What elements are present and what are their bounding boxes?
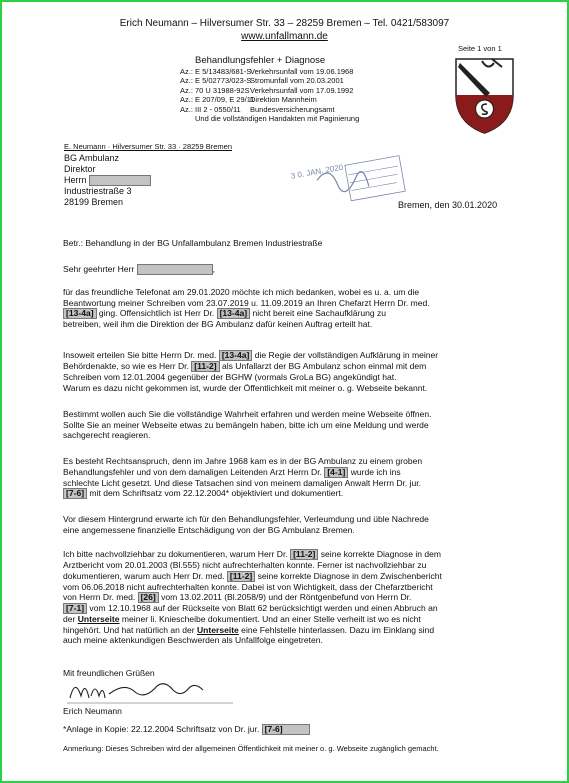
redaction-box: [7-6] bbox=[262, 724, 310, 735]
received-stamp bbox=[288, 155, 408, 210]
reference-ref: E 5/02773/023-S bbox=[195, 76, 252, 86]
text-line bbox=[63, 614, 520, 625]
text-run: nicht bereit eine Sachaufklärung zu bbox=[250, 308, 387, 318]
text-line bbox=[63, 582, 520, 593]
redaction-box: [13-4a] bbox=[217, 308, 251, 319]
text-run: der bbox=[63, 614, 78, 624]
subject-title: Behandlungsfehler + Diagnose bbox=[195, 55, 326, 66]
text-run: Es besteht Rechtsanspruch, denn im Jahre 1968 kam es in der BG Ambulanz zu einem groben bbox=[63, 456, 423, 466]
text-line bbox=[63, 560, 520, 571]
text-line bbox=[63, 635, 520, 646]
redaction-box: [4-1] bbox=[324, 467, 348, 478]
paragraph bbox=[63, 456, 520, 499]
redaction-box: [26] bbox=[138, 592, 159, 603]
text-run: Warum es dazu nicht gekommen ist, wurde der Öffentlichkeit mit meiner o. g. Webseite bekannt. bbox=[63, 382, 428, 393]
text-line bbox=[63, 456, 520, 467]
text-run: die Regie der vollständigen Aufklärung in meiner bbox=[252, 350, 439, 360]
paragraph bbox=[63, 287, 520, 330]
logo-emblem bbox=[452, 55, 517, 135]
text-run: betreiben, weil ihm die Direktion der BG Ambulanz dafür keinen Auftrag erteilt hat. bbox=[63, 319, 373, 329]
text-run: dokumentieren, warum auch Herr Dr. med. bbox=[63, 570, 227, 581]
redaction-box: [7-6] bbox=[63, 488, 87, 499]
svg-text:3 0. JAN. 2020: 3 0. JAN. 2020 bbox=[290, 162, 344, 181]
text-line bbox=[63, 625, 520, 636]
redaction-box bbox=[89, 175, 151, 186]
text-run: Arztbericht vom 20.01.2003 (Bl.555) nicht aufrechterhalten konnte. Ferner ist nachvollziehbar zu bbox=[63, 560, 427, 570]
text-line bbox=[63, 420, 520, 431]
date-line: Bremen, den 30.01.2020 bbox=[398, 200, 498, 210]
reference-ref: III 2 - 0550/11 bbox=[195, 104, 241, 114]
text-line bbox=[63, 571, 520, 582]
page-label: Seite 1 von 1 bbox=[458, 44, 502, 53]
redaction-box: [11-2] bbox=[227, 571, 255, 582]
reference-az: Az.: bbox=[180, 85, 193, 95]
paragraph bbox=[63, 514, 520, 535]
signature bbox=[65, 676, 235, 706]
text-line bbox=[63, 298, 520, 309]
text-run: sachgerecht reagieren. bbox=[63, 430, 151, 440]
text-line bbox=[63, 549, 520, 560]
redaction-box: [13-4a] bbox=[63, 308, 97, 319]
letter-subject: Betr.: Behandlung in der BG Unfallambulanz Bremen Industriestraße bbox=[63, 238, 323, 248]
text-line bbox=[63, 383, 520, 394]
text-run: eine angemessene finanzielle Entschädigung von der BG Ambulanz Bremen. bbox=[63, 524, 355, 535]
redaction-box: [13-4a] bbox=[219, 350, 253, 361]
public-note: Anmerkung: Dieses Schreiben wird der allgemeinen Öffentlichkeit mit meiner o. g. Webseite zugänglich gemacht. bbox=[63, 744, 439, 753]
text-line bbox=[63, 430, 520, 441]
reference-row bbox=[180, 105, 359, 114]
reference-row bbox=[180, 95, 359, 104]
reference-az: Az.: bbox=[180, 104, 193, 114]
text-line bbox=[63, 603, 520, 614]
reference-az: Az.: bbox=[180, 67, 193, 76]
return-address: E. Neumann · Hilversumer Str. 33 · 28259 Bremen bbox=[64, 142, 232, 151]
text-line bbox=[63, 592, 520, 603]
text-run: Bestimmt wollen auch Sie die vollständige Wahrheit erfahren und werden meine Webseite öffnen. bbox=[63, 409, 432, 419]
reference-row bbox=[180, 86, 359, 95]
reference-row bbox=[180, 76, 359, 85]
signer-name: Erich Neumann bbox=[63, 706, 122, 716]
text-run: vom 13.02.2011 (Bl.2058/9) und der Röntgenbefund von Herrn Dr. bbox=[158, 592, 412, 602]
text-run: Sollte Sie an meiner Webseite etwas zu bemängeln haben, bitte ich um eine Meldung und werde bbox=[63, 419, 429, 430]
text-line bbox=[63, 319, 520, 330]
reference-ref: 70 U 31988-92S bbox=[195, 85, 250, 95]
text-run: Ich bitte nachvollziehbar zu dokumentieren, warum Herr Dr. bbox=[63, 549, 291, 559]
text-run: eine Fehlstelle hinterlassen. Dazu im Einklang sind bbox=[238, 624, 435, 635]
reference-ref: E 207/09, E 29/11 bbox=[195, 95, 255, 105]
reference-az: Az.: bbox=[180, 95, 193, 105]
redaction-box bbox=[137, 264, 213, 275]
text-line bbox=[63, 409, 520, 420]
reference-desc: Stromunfall vom 20.03.2001 bbox=[250, 76, 344, 86]
paragraph bbox=[63, 549, 520, 646]
sender-line: Erich Neumann – Hilversumer Str. 33 – 28259 Bremen – Tel. 0421/583097 bbox=[119, 18, 450, 29]
reference-list bbox=[180, 67, 359, 123]
text-line bbox=[63, 467, 520, 478]
text-run: seine korrekte Diagnose in dem Zwischenbericht bbox=[255, 570, 442, 581]
reference-desc: Bundesversicherungsamt bbox=[250, 104, 335, 114]
text-run: für das freundliche Telefonat am 29.01.2020 möchte ich mich bedanken, wobei es u. a. um die bbox=[63, 287, 420, 297]
salutation: Sehr geehrter Herr , bbox=[63, 264, 216, 274]
text-run: Schreiben vom 12.01.2004 gegenüber der BGHW (vormals GroLa BG) angekündigt hat. bbox=[63, 372, 397, 382]
text-run: ging. Offensichtlich ist Herr Dr. bbox=[96, 308, 217, 318]
text-run: von Herrn Dr. med. bbox=[63, 592, 138, 602]
text-run: vom 12.10.1968 auf der Rückseite von Blatt 62 berücksichtigt werden und einen Abbruch an bbox=[87, 603, 438, 613]
recipient-line: Herrn bbox=[64, 175, 151, 186]
recipient-line: 28199 Bremen bbox=[64, 197, 124, 208]
text-run: Vor diesem Hintergrund erwarte ich für den Behandlungsfehler, Verleumdung und üble Nachrede bbox=[63, 514, 429, 524]
reference-desc: Verkehrsunfall vom 17.09.1992 bbox=[250, 85, 354, 95]
text-run: mit dem Schriftsatz vom 22.12.2004* objektiviert und dokumentiert. bbox=[87, 488, 344, 498]
redaction-box: [11-2] bbox=[290, 549, 318, 560]
redaction-box: [7-1] bbox=[63, 603, 87, 614]
reference-ref: E 5/13483/681-S bbox=[195, 67, 252, 76]
text-run: Insoweit erteilen Sie bitte Herrn Dr. med. bbox=[63, 350, 219, 360]
website-link[interactable]: www.unfallmann.de bbox=[241, 31, 328, 42]
paragraph bbox=[63, 409, 520, 441]
text-run: Behandlungsfehler und von dem damaligen Leitenden Arzt Herrn Dr. bbox=[63, 466, 325, 477]
recipient-line: Direktor bbox=[64, 164, 96, 174]
recipient-line: Industriestraße 3 bbox=[64, 186, 132, 197]
text-line bbox=[63, 525, 520, 536]
reference-desc: Verkehrsunfall vom 19.06.1968 bbox=[250, 67, 354, 76]
text-line bbox=[63, 372, 520, 383]
text-line bbox=[63, 308, 520, 319]
recipient-line: BG Ambulanz bbox=[64, 153, 120, 163]
text-run: schlechte Licht gesetzt. Und diese Tatsachen sind von meinem damaligen Anwalt Herrn Dr. jur. bbox=[63, 477, 422, 488]
text-run: hingehört. Und hat natürlich an der bbox=[63, 624, 197, 635]
text-line bbox=[63, 361, 520, 372]
text-run: meiner li. Kniescheibe dokumentiert. Und an einer Stelle verheilt ist wo es nicht bbox=[119, 614, 421, 624]
paragraph bbox=[63, 350, 520, 393]
text-run: seine korrekte Diagnose in dem bbox=[318, 549, 441, 559]
reference-row bbox=[180, 67, 359, 76]
reference-az: Az.: bbox=[180, 76, 193, 86]
recipient-address bbox=[64, 153, 151, 208]
text-run: Beantwortung meiner Schreiben vom 23.07.2019 u. 11.09.2019 an Ihren Chefarzt Herrn Dr. med. bbox=[63, 297, 430, 308]
text-line bbox=[63, 488, 520, 499]
text-run: wurde ich ins bbox=[348, 466, 401, 477]
reference-footer: Und die vollständigen Handakten mit Paginierung bbox=[195, 114, 360, 124]
text-run: auch meine aktenkundigen Beschwerden als Unfallfolge eingetreten. bbox=[63, 635, 323, 645]
text-run: Behördenakte, so wie es Herr Dr. bbox=[63, 361, 192, 371]
emphasis-text: Unterseite bbox=[197, 624, 239, 635]
text-run: vom 06.06.2018 nicht aufrechterhalten konnte. Dabei ist von Wichtigkeit, dass der Chefarztbericht bbox=[63, 581, 433, 592]
text-line bbox=[63, 350, 520, 361]
enclosure-line: *Anlage in Kopie: 22.12.2004 Schriftsatz von Dr. jur. [7-6] bbox=[63, 724, 310, 735]
closing: Mit freundlichen Grüßen bbox=[63, 668, 155, 678]
text-line bbox=[63, 514, 520, 525]
reference-desc: Direktion Mannheim bbox=[250, 95, 317, 105]
emphasis-text: Unterseite bbox=[77, 614, 120, 624]
redaction-box: [11-2] bbox=[191, 361, 219, 372]
text-run: als Unfallarzt der BG Ambulanz schon einmal mit dem bbox=[219, 361, 427, 371]
text-line bbox=[63, 478, 520, 489]
text-line bbox=[63, 287, 520, 298]
